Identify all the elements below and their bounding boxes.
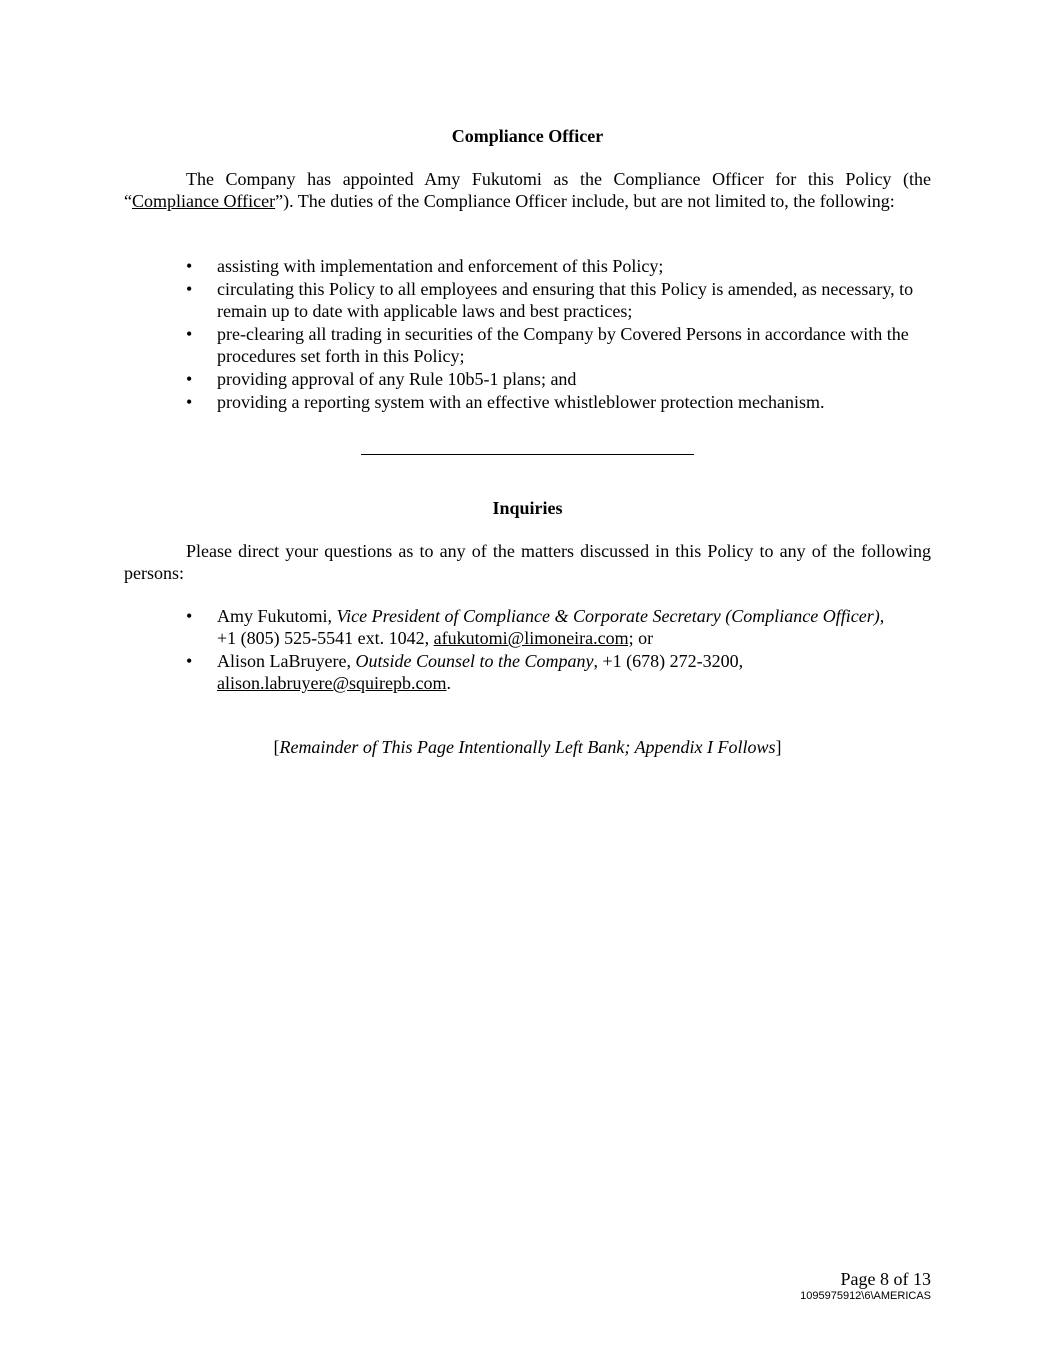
contact-email-link[interactable]: afukutomi@limoneira.com; — [433, 628, 634, 648]
contact-trailer: or — [633, 628, 654, 648]
list-item — [124, 278, 931, 322]
document-page — [124, 0, 931, 1365]
bullet-icon: • — [186, 651, 193, 671]
contact-phone: +1 (805) 525-5541 ext. 1042, — [217, 628, 434, 648]
inquiries-intro-text: Please direct your questions as to any of the matters discussed in this Policy to any of the following persons: — [124, 541, 931, 583]
duties-list — [124, 255, 931, 413]
intro-before-term: The Company has appointed Amy Fukutomi as the Compliance Officer for this Policy (the “ — [124, 169, 931, 211]
remainder-note — [124, 736, 931, 758]
list-item — [124, 650, 931, 694]
bullet-icon: • — [186, 606, 193, 626]
list-item — [124, 368, 931, 390]
bullet-icon: • — [186, 324, 193, 344]
contacts-list — [124, 605, 931, 694]
duty-text: assisting with implementation and enforcement of this Policy; — [217, 256, 664, 276]
contact-title: Outside Counsel to the Company — [355, 651, 594, 671]
list-item — [124, 255, 931, 277]
bullet-icon: • — [186, 392, 193, 412]
bullet-icon: • — [186, 256, 193, 276]
contact-name: Alison LaBruyere, — [217, 651, 356, 671]
contact-email-link[interactable]: alison.labruyere@squirepb.com — [217, 673, 447, 693]
duty-text: providing approval of any Rule 10b5-1 plans; and — [217, 369, 577, 389]
duty-text: providing a reporting system with an effective whistleblower protection mechanism. — [217, 392, 825, 412]
contact-trailer: . — [446, 673, 452, 693]
list-item — [124, 605, 931, 649]
contact-after-title: , +1 (678) 272-3200, — [593, 651, 744, 671]
contact-title: Vice President of Compliance & Corporate Secretary (Compliance Officer) — [336, 606, 880, 626]
intro-after-term: ”). The duties of the Compliance Officer include, but are not limited to, the following: — [275, 191, 895, 211]
contact-name: Amy Fukutomi, — [217, 606, 337, 626]
inquiries-heading: Inquiries — [492, 498, 563, 518]
compliance-officer-heading: Compliance Officer — [451, 126, 604, 146]
remainder-text: Remainder of This Page Intentionally Left Bank; Appendix I Follows — [279, 737, 776, 757]
page-number: Page 8 of 13 — [840, 1269, 931, 1289]
contact-after-title: , — [879, 606, 885, 626]
list-item — [124, 323, 931, 367]
inquiries-intro — [124, 540, 931, 584]
section-divider — [361, 454, 694, 455]
bullet-icon: • — [186, 369, 193, 389]
remainder-close-bracket: ] — [775, 737, 782, 757]
duty-text: pre-clearing all trading in securities of the Company by Covered Persons in accordance with the procedures set forth in this Policy; — [217, 324, 909, 366]
compliance-officer-intro — [124, 168, 931, 212]
list-item — [124, 391, 931, 413]
defined-term-compliance-officer: Compliance Officer — [132, 191, 276, 211]
bullet-icon: • — [186, 279, 193, 299]
duty-text: circulating this Policy to all employees and ensuring that this Policy is amended, as necessary, to remain up to date with applicable laws and best practices; — [217, 279, 914, 321]
document-code: 1095975912\6\AMERICAS — [800, 1290, 931, 1302]
remainder-open-bracket: [ — [273, 737, 280, 757]
